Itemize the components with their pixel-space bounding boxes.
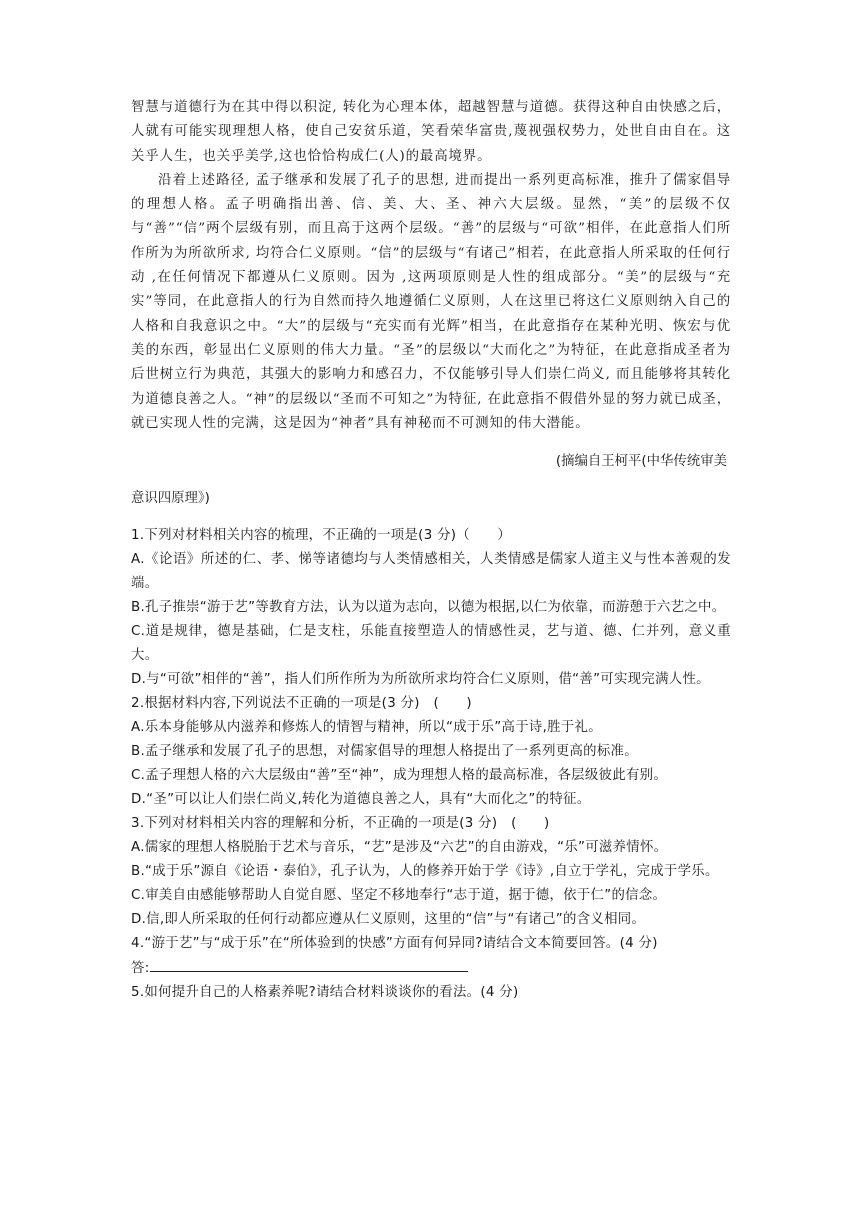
question-4 bbox=[131, 932, 731, 981]
question-2-stem: 2.根据材料内容,下列说法不正确的一项是(3 分) ( ) bbox=[131, 696, 472, 712]
question-5-stem: 5.如何提升自己的人格素养呢?请结合材料谈谈你的看法。(4 分) bbox=[131, 985, 519, 1001]
question-1 bbox=[131, 524, 731, 692]
question-1-stem: 1.下列对材料相关内容的梳理，不正确的一项是(3 分)（ ） bbox=[131, 528, 512, 544]
question-2-option-d: D.“圣”可以让人们崇仁尚义,转化为道德良善之人，具有“大而化之”的特征。 bbox=[131, 792, 591, 808]
question-3 bbox=[131, 812, 731, 932]
source-line-1: (摘编自王柯平(中华传统审美 bbox=[555, 453, 727, 469]
question-2 bbox=[131, 692, 731, 812]
question-1-option-a: A.《论语》所述的仁、孝、悌等诸德均与人类情感相关，人类情感是儒家人道主义与性本善观的发端。 bbox=[131, 552, 731, 592]
question-4-stem: 4.“游于艺”与“成于乐”在“所体验到的快感”方面有何异同?请结合文本简要回答。(4 分) bbox=[131, 936, 658, 952]
reading-passage bbox=[131, 96, 731, 436]
answer-blank-line[interactable] bbox=[150, 956, 468, 972]
question-5 bbox=[131, 981, 731, 1005]
source-citation bbox=[131, 450, 731, 511]
question-1-option-b: B.孔子推崇“游于艺”等教育方法，认为以道为志向，以德为根据,以仁为依靠，而游憩于六艺之中。 bbox=[131, 600, 726, 616]
question-2-option-c: C.孟子理想人格的六大层级由“善”至“神”，成为理想人格的最高标准，各层级彼此有别。 bbox=[131, 768, 668, 784]
question-1-option-d: D.与“可欲”相伴的“善”，指人们所作所为为所欲所求均符合仁义原则，借“善”可实现完满人性。 bbox=[131, 672, 710, 688]
source-line-2: 意识四原理》) bbox=[131, 490, 210, 506]
question-3-option-b: B.“成于乐”源自《论语・泰伯》，孔子认为，人的修养开始于学《诗》,自立于学礼，完成于学乐。 bbox=[131, 864, 719, 880]
question-1-option-c: C.道是规律，德是基础，仁是支柱，乐能直接塑造人的情感性灵，艺与道、德、仁并列，意义重大。 bbox=[131, 624, 731, 664]
question-4-answer-row bbox=[131, 956, 731, 981]
question-3-option-d: D.信,即人所采取的任何行动都应遵从仁义原则，这里的“信”与“有诸己”的含义相同。 bbox=[131, 912, 646, 928]
question-3-stem: 3.下列对材料相关内容的理解和分析，不正确的一项是(3 分) ( ) bbox=[131, 816, 550, 832]
question-2-option-b: B.孟子继承和发展了孔子的思想，对儒家倡导的理想人格提出了一系列更高的标准。 bbox=[131, 744, 638, 760]
question-2-option-a: A.乐本身能够从内滋养和修炼人的情智与精神，所以“成于乐”高于诗,胜于礼。 bbox=[131, 720, 602, 736]
question-3-option-a: A.儒家的理想人格脱胎于艺术与音乐，“艺”是涉及“六艺”的自由游戏，“乐”可滋养情怀。 bbox=[131, 840, 668, 856]
passage-paragraph-1: 智慧与道德行为在其中得以积淀, 转化为心理本体，超越智慧与道德。获得这种自由快感之后，人就有可能实现理想人格，使自己安贫乐道，笑看荣华富贵,蔑视强权势力，处世自由自在。这关乎人生，也关乎美学,这也恰恰构成仁(人)的最高境界。 bbox=[131, 100, 731, 164]
document-page bbox=[131, 96, 731, 1005]
question-3-option-c: C.审美自由感能够帮助人自觉自愿、坚定不移地奉行“志于道，据于德，依于仁”的信念。 bbox=[131, 888, 667, 904]
answer-label: 答: bbox=[131, 961, 150, 977]
passage-paragraph-2: 沿着上述路径, 孟子继承和发展了孔子的思想, 进而提出一系列更高标准，推升了儒家倡导的理想人格。孟子明确指出善、信、美、大、圣、神六大层级。显然，“美”的层级不仅与“善”“信”两个层级有别，而且高于这两个层级。“善”的层级与“可欲”相伴，在此意指人们所作所为为所欲所求, 均符合仁义原则。“信”的层级与“有诸己”相若，在此意指人所采取的任何行动 ,在任何情况下都遵从仁义原则。因为 ,这两项原则是人性的组成部分。“美”的层级与“充实”等同，在此意指人的行为自然而持久地遵循仁义原则，人在这里已将这仁义原则纳入自己的人格和自我意识之中。“大”的层级与“充实而有光辉”相当，在此意指存在某种光明、恢宏与优美的东西，彰显出仁义原则的伟大力量。“圣”的层级以“大而化之”为特征，在此意指成圣者为后世树立行为典范，其强大的影响力和感召力，不仅能够引导人们崇仁尚义, 而且能够将其转化为道德良善之人。“神”的层级以“圣而不可知之”为特征, 在此意指不假借外显的努力就已成圣，就已实现人性的完满，这是因为“神者”具有神秘而不可测知的伟大潜能。 bbox=[131, 172, 731, 431]
